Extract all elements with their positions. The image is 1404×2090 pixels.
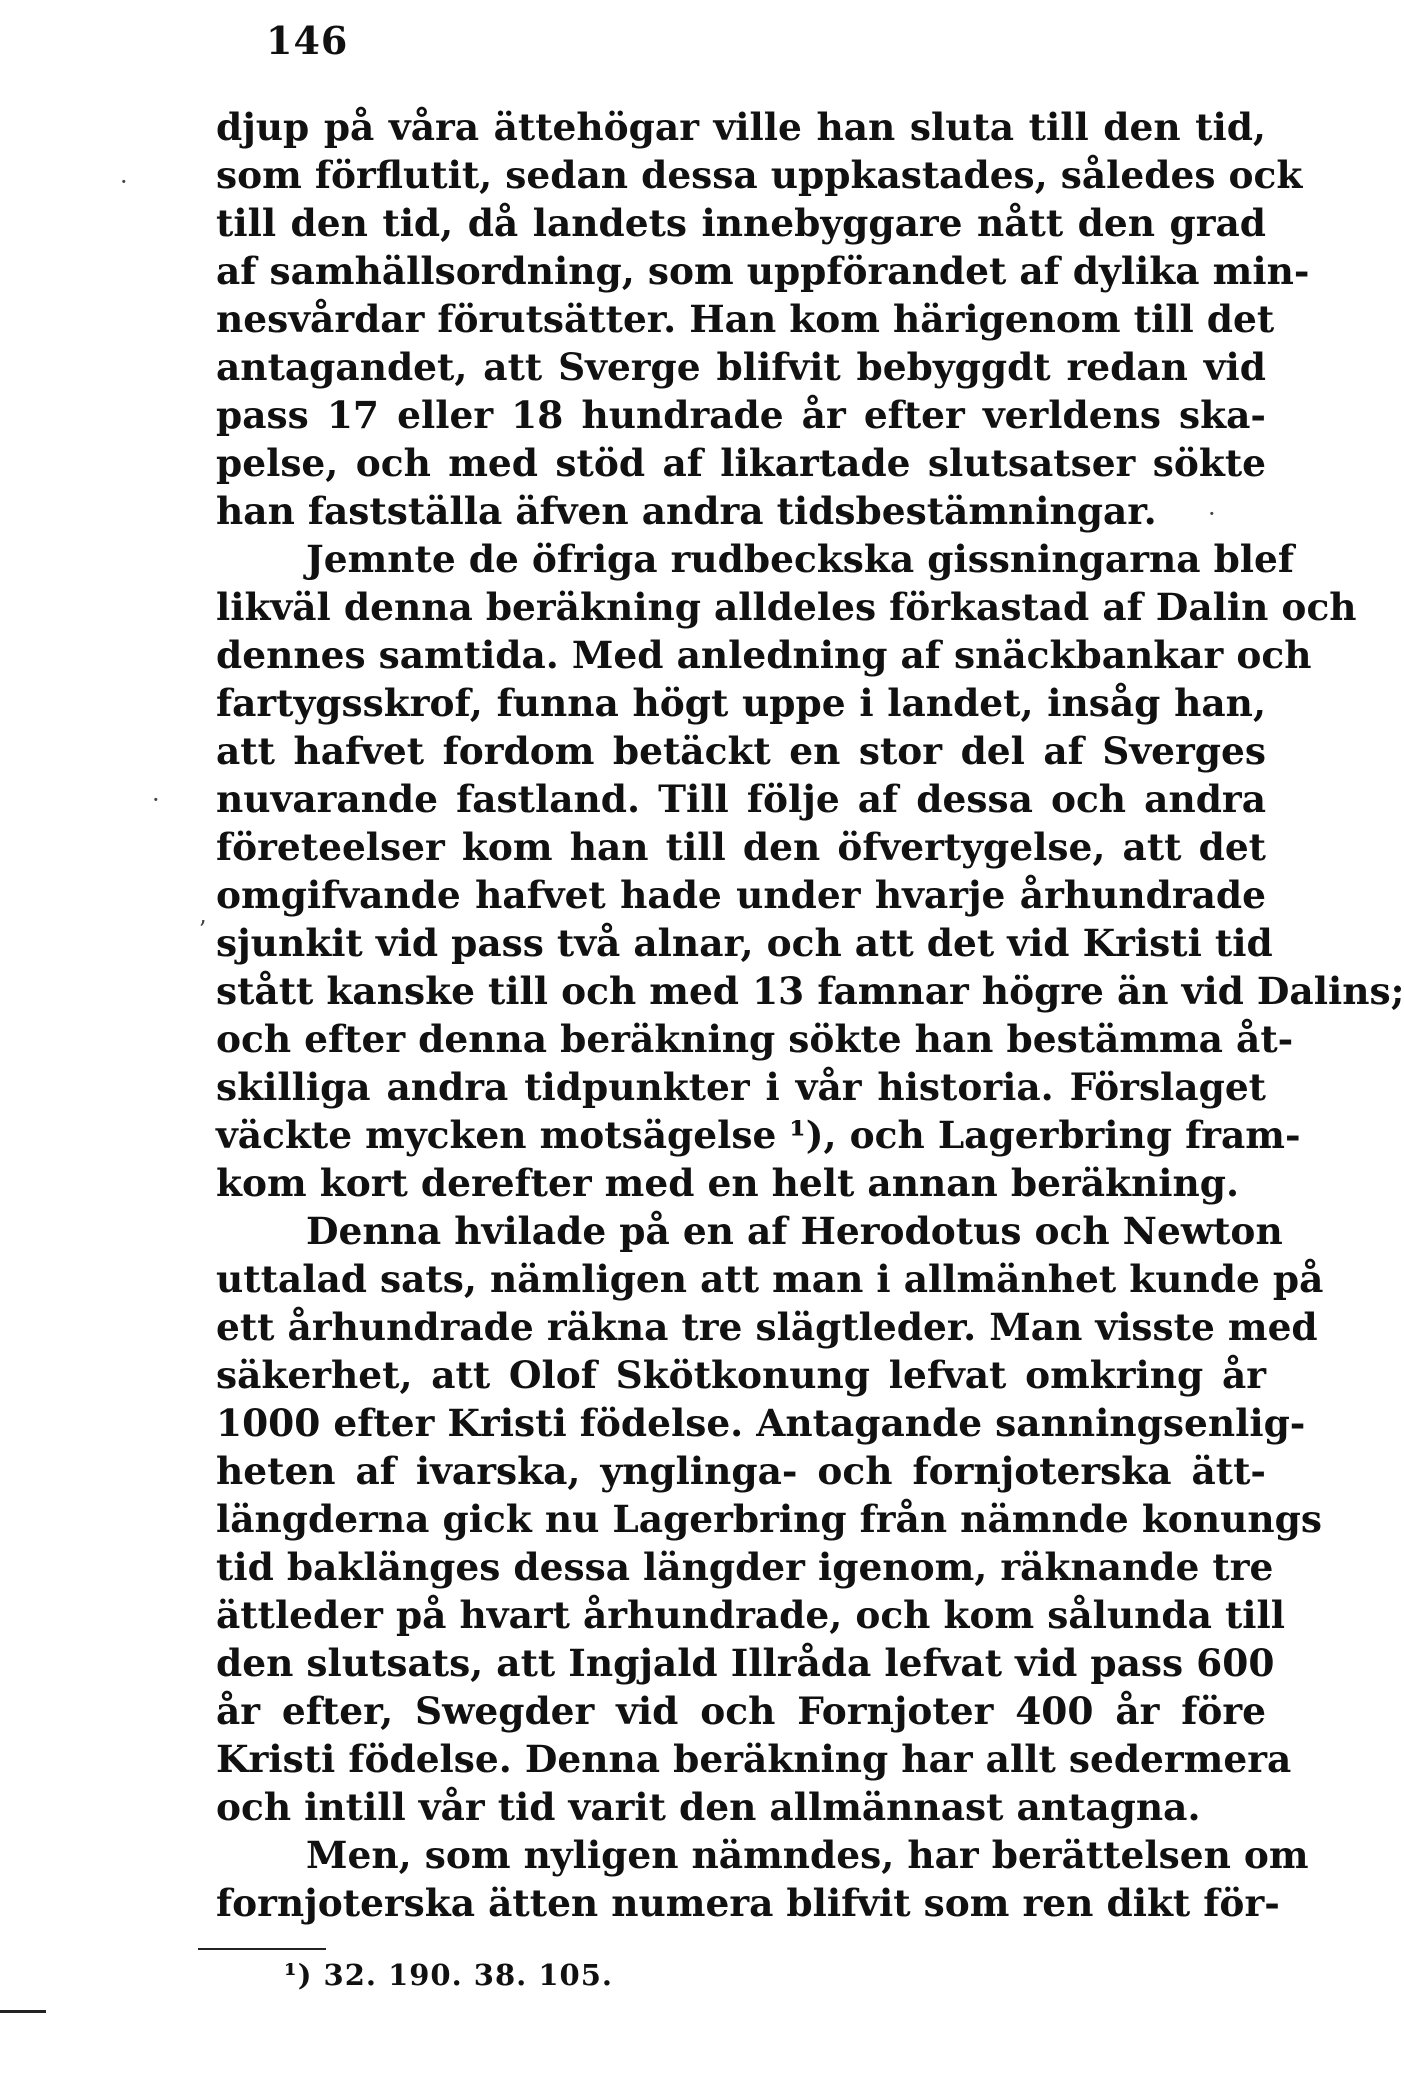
text-line: år efter, Swegder vid och Fornjoter 400 år före — [216, 1689, 1266, 1733]
text-line: nuvarande fastland. Till följe af dessa och andra — [216, 777, 1266, 821]
text-line: väckte mycken motsägelse ¹), och Lagerbring fram- — [216, 1113, 1301, 1157]
text-line: dennes samtida. Med anledning af snäckbankar och — [216, 633, 1312, 677]
text-line: djup på våra ättehögar ville han sluta till den tid, — [216, 105, 1266, 149]
text-line: pass 17 eller 18 hundrade år efter verldens ska- — [216, 393, 1266, 437]
text-line: till den tid, då landets innebyggare nått den grad — [216, 201, 1266, 245]
text-line: och intill vår tid varit den allmännast antagna. — [216, 1785, 1201, 1829]
text-line: företeelser kom han till den öfvertygelse, att det — [216, 825, 1266, 869]
text-line: den slutsats, att Ingjald Illråda lefvat vid pass 600 — [216, 1641, 1275, 1685]
text-line: sjunkit vid pass två alnar, och att det vid Kristi tid — [216, 921, 1273, 965]
text-line: likväl denna beräkning alldeles förkastad af Dalin och — [216, 585, 1357, 629]
text-line: fornjoterska ätten numera blifvit som ren dikt för- — [216, 1881, 1280, 1925]
text-line: heten af ivarska, ynglinga- och fornjoterska ätt- — [216, 1449, 1266, 1493]
page-number: 146 — [266, 18, 349, 63]
margin-mark — [0, 2010, 46, 2013]
footnote-divider — [198, 1948, 326, 1950]
text-line: och efter denna beräkning sökte han bestämma åt- — [216, 1017, 1294, 1061]
footnote: ¹) 32. 190. 38. 105. — [284, 1958, 613, 1992]
text-line: säkerhet, att Olof Skötkonung lefvat omkring år — [216, 1353, 1266, 1397]
text-line: ett århundrade räkna tre slägtleder. Man visste med — [216, 1305, 1318, 1349]
text-line: skilliga andra tidpunkter i vår historia. Förslaget — [216, 1065, 1266, 1109]
paragraph-start-line: Denna hvilade på en af Herodotus och Newton — [306, 1209, 1283, 1253]
text-line: kom kort derefter med en helt annan beräkning. — [216, 1161, 1240, 1205]
text-line: 1000 efter Kristi födelse. Antagande sanningsenlig- — [216, 1401, 1306, 1445]
text-line: stått kanske till och med 13 famnar högre än vid Dalins; — [216, 969, 1404, 1013]
scan-speck: · — [120, 168, 128, 196]
text-line: han fastställa äfven andra tidsbestämningar. — [216, 489, 1157, 533]
scan-speck: ʼ — [198, 916, 206, 944]
paragraph-start-line: Jemnte de öfriga rudbeckska gissningarna blef — [306, 537, 1295, 581]
scan-speck: · — [1208, 500, 1216, 528]
text-line: af samhällsordning, som uppförandet af dylika min- — [216, 249, 1310, 293]
text-line: tid baklänges dessa längder igenom, räknande tre — [216, 1545, 1274, 1589]
scan-speck: · — [152, 786, 160, 814]
text-line: uttalad sats, nämligen att man i allmänhet kunde på — [216, 1257, 1324, 1301]
text-line: antagandet, att Sverge blifvit bebyggdt redan vid — [216, 345, 1266, 389]
text-line: pelse, och med stöd af likartade slutsatser sökte — [216, 441, 1266, 485]
text-line: omgifvande hafvet hade under hvarje århundrade — [216, 873, 1266, 917]
text-line: nesvårdar förutsätter. Han kom härigenom till det — [216, 297, 1275, 341]
text-line: Kristi födelse. Denna beräkning har allt sedermera — [216, 1737, 1292, 1781]
paragraph-start-line: Men, som nyligen nämndes, har berättelsen om — [306, 1833, 1309, 1877]
text-line: fartygsskrof, funna högt uppe i landet, insåg han, — [216, 681, 1266, 725]
text-line: ättleder på hvart århundrade, och kom sålunda till — [216, 1593, 1286, 1637]
text-line: längderna gick nu Lagerbring från nämnde konungs — [216, 1497, 1322, 1541]
text-line: som förflutit, sedan dessa uppkastades, således ock — [216, 153, 1303, 197]
text-line: att hafvet fordom betäckt en stor del af Sverges — [216, 729, 1266, 773]
body-text — [216, 103, 1404, 1927]
